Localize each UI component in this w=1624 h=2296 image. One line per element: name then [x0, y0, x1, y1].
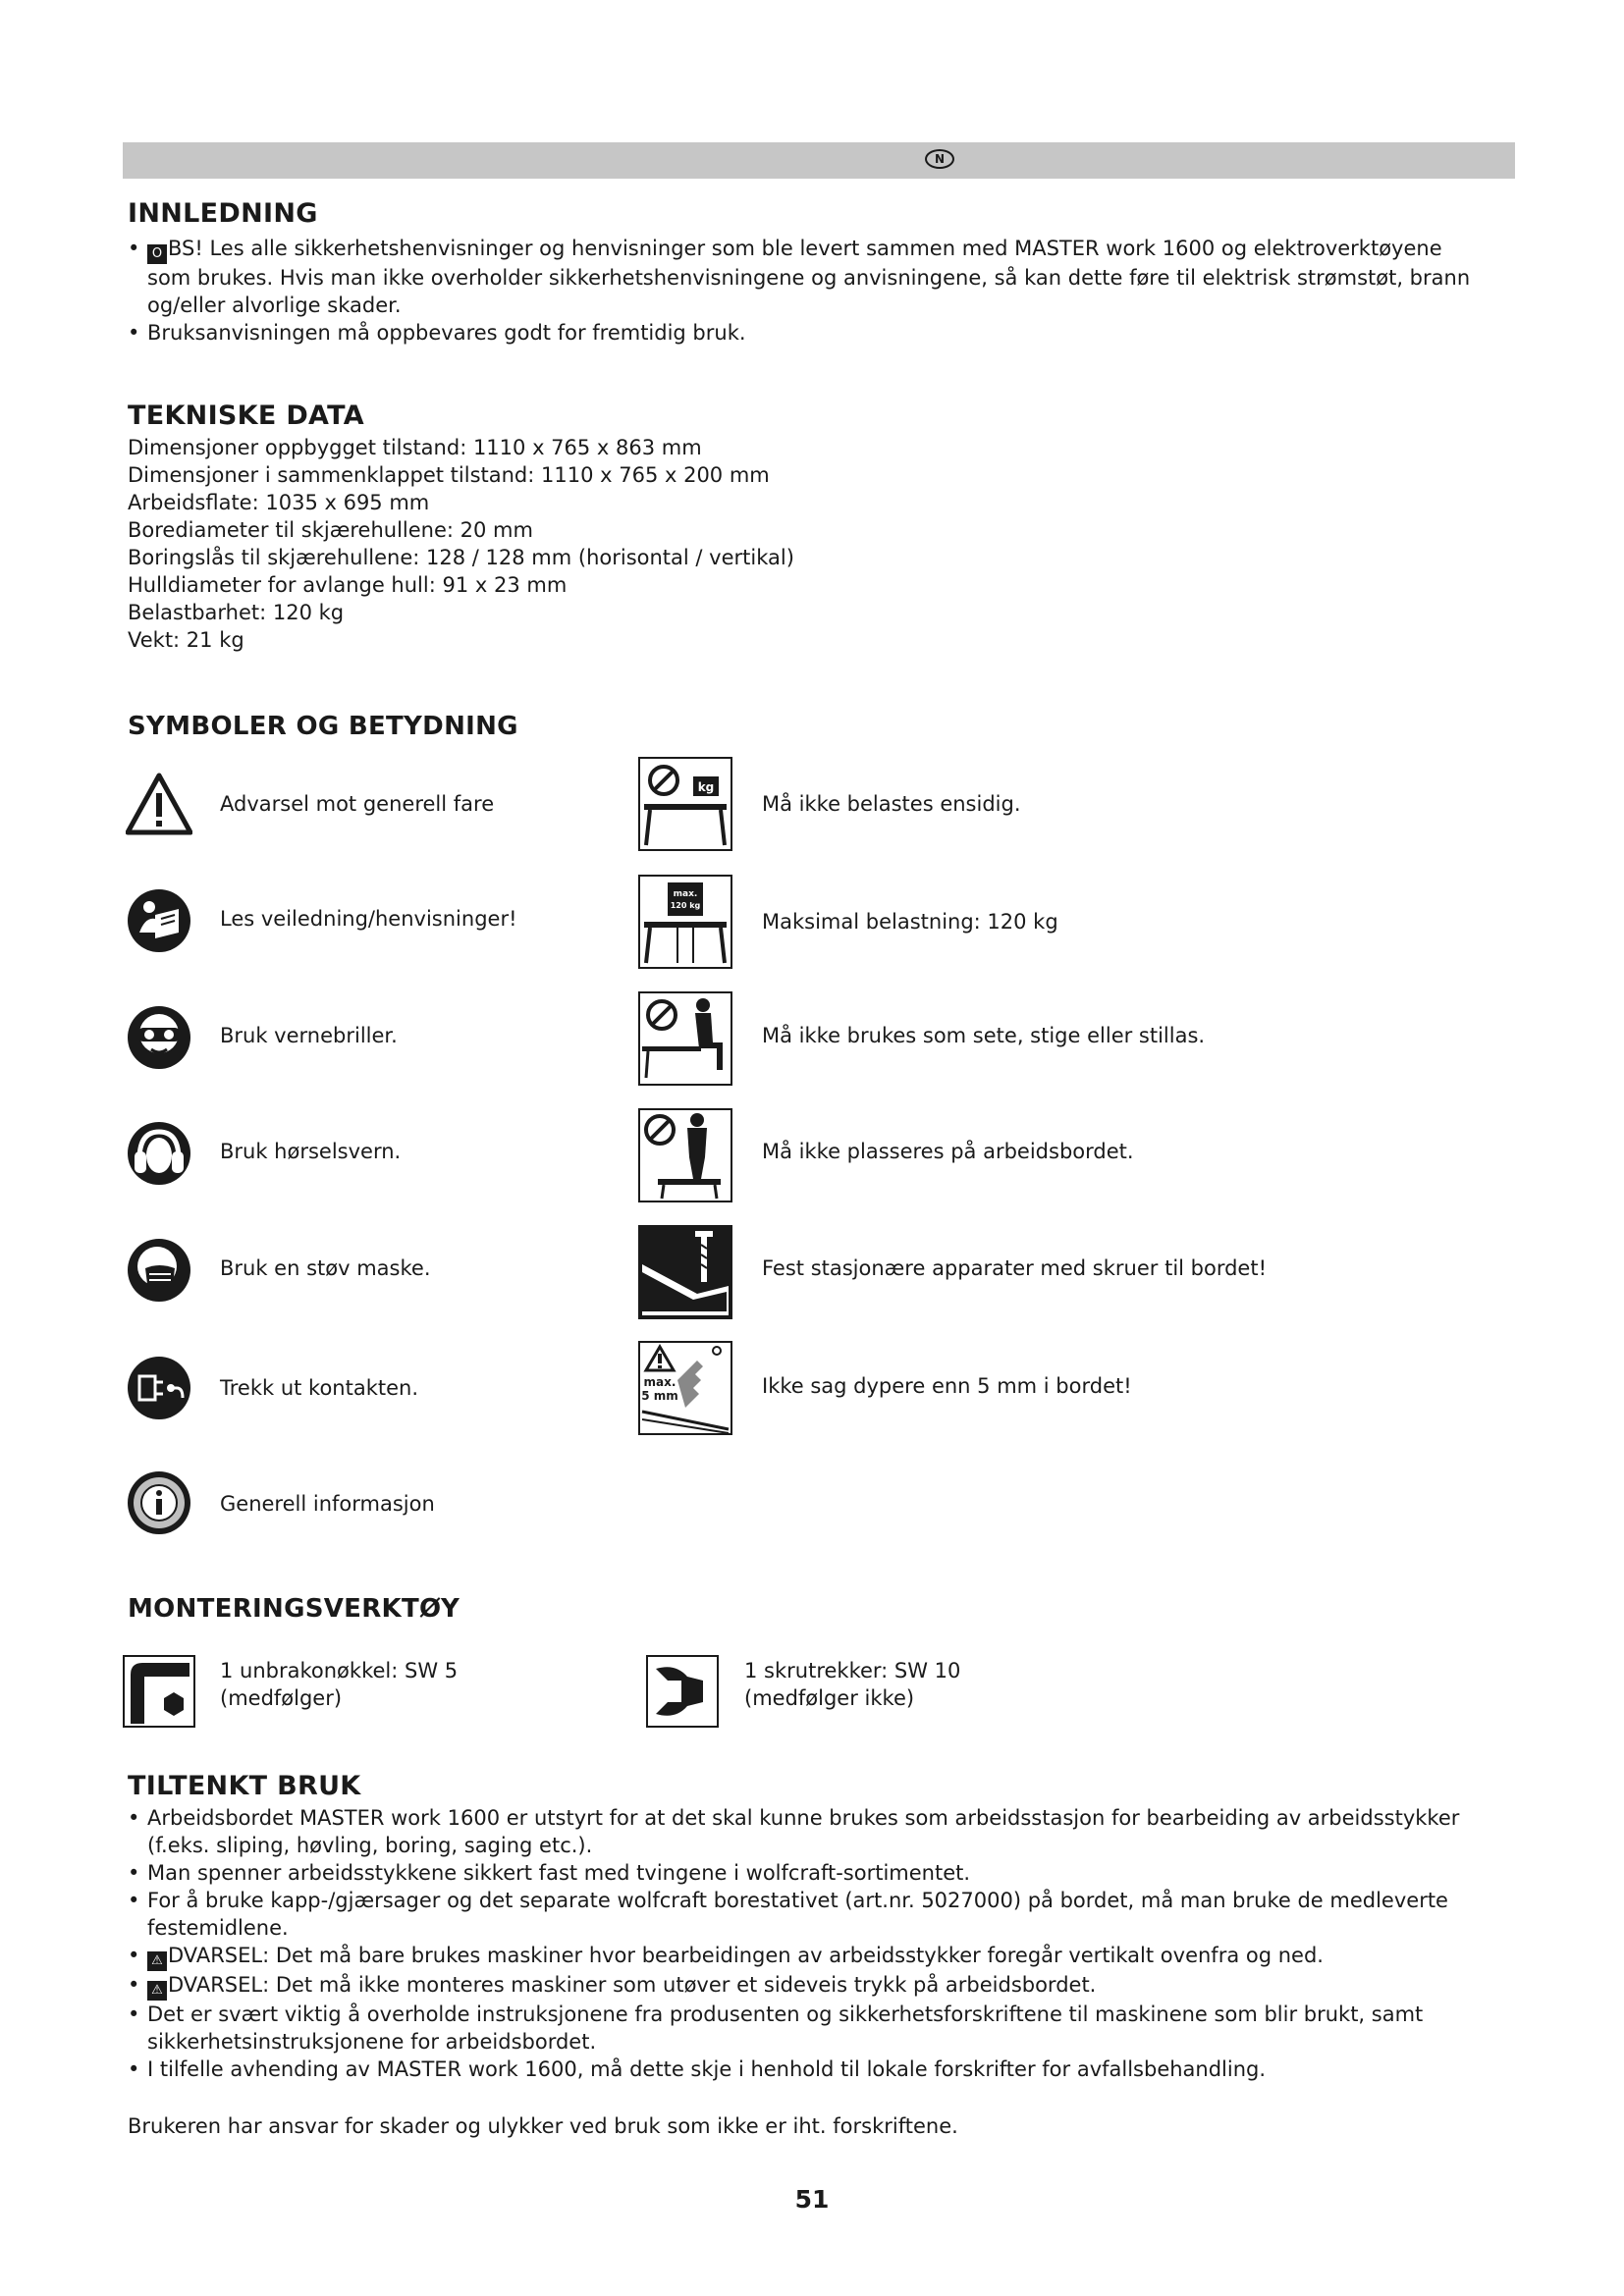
- section-title-innledning: INNLEDNING: [128, 198, 318, 229]
- list-item-text: DVARSEL: Det må ikke monteres maskiner som utøver et sideveis trykk på arbeidsbordet.: [168, 1973, 1097, 1997]
- list-item-text: Det er svært viktig å overholde instruksjonene fra produsenten og sikkerhetsforskriftene til maskinene som blir brukt, samt sikkerhetsinstruksjonene for arbeidsbordet.: [147, 2002, 1424, 2054]
- saw-max-value: 5 mm: [641, 1389, 678, 1403]
- language-badge: N: [925, 149, 954, 169]
- page-number: 51: [794, 2185, 830, 2214]
- tech-line: Hulldiameter for avlange hull: 91 x 23 mm: [128, 573, 568, 597]
- tech-line: Boringslås til skjærehullene: 128 / 128 mm (horisontal / vertikal): [128, 546, 794, 569]
- tiltenkt-list: [128, 1804, 1483, 2083]
- tech-line: Dimensjoner i sammenklappet tilstand: 1110 x 765 x 200 mm: [128, 463, 770, 487]
- max-load-label: max.: [673, 889, 698, 899]
- list-item: [128, 1971, 1483, 2001]
- list-item: [128, 1942, 1483, 1971]
- list-item-text: Bruksanvisningen må oppbevares godt for fremtidig bruk.: [147, 321, 746, 345]
- list-item: [128, 2001, 1483, 2056]
- no-seat-icon: [638, 991, 732, 1086]
- symbol-label: Bruk hørselsvern.: [220, 1140, 402, 1163]
- dust-mask-icon: [126, 1237, 192, 1304]
- list-item-text: Man spenner arbeidsstykkene sikkert fast med tvingene i wolfcraft-sortimentet.: [147, 1861, 971, 1885]
- responsibility-note: Brukeren har ansvar for skader og ulykker ved bruk som ikke er iht. forskriftene.: [128, 2114, 958, 2138]
- symbol-label: Les veiledning/henvisninger!: [220, 907, 517, 931]
- list-item-text: Arbeidsbordet MASTER work 1600 er utstyrt for at det skal kunne brukes som arbeidsstasjon for bearbeiding av arbeidsstykker (f.eks. sliping, høvling, boring, saging etc.).: [147, 1806, 1460, 1857]
- screw-fasten-icon: [638, 1225, 732, 1319]
- saw-max-label: max.: [643, 1375, 677, 1389]
- tech-line: Dimensjoner oppbygget tilstand: 1110 x 765 x 863 mm: [128, 436, 702, 459]
- list-item: [128, 1859, 1483, 1887]
- no-standing-icon: [638, 1108, 732, 1202]
- ear-protection-icon: [126, 1120, 192, 1187]
- symbol-label: Må ikke plasseres på arbeidsbordet.: [762, 1140, 1134, 1163]
- section-title-tiltenkt-bruk: TILTENKT BRUK: [128, 1771, 361, 1801]
- symbol-label: Bruk en støv maske.: [220, 1256, 431, 1280]
- list-item: [128, 1804, 1483, 1859]
- kg-weight-label: kg: [697, 780, 715, 794]
- list-item-text: I tilfelle avhending av MASTER work 1600, må dette skje i henhold til lokale forskrifter for avfallsbehandling.: [147, 2057, 1267, 2081]
- section-title-tekniske-data: TEKNISKE DATA: [128, 400, 364, 431]
- symbol-label: Trekk ut kontakten.: [220, 1376, 419, 1400]
- tool-line: (medfølger ikke): [744, 1686, 915, 1710]
- section-title-monteringsverktoy: MONTERINGSVERKTØY: [128, 1594, 460, 1624]
- list-item-text: BS! Les alle sikkerhetshenvisninger og henvisninger som ble levert sammen med MASTER work 1600 og elektroverktøyene som brukes. Hvis man ikke overholder sikkerhetshenvisningene og anvisningene, så kan dette føre til elektrisk strømstøt, brann og/eller alvorlige skader.: [147, 237, 1471, 317]
- read-manual-icon: [126, 887, 192, 954]
- list-item-text: DVARSEL: Det må bare brukes maskiner hvor bearbeidingen av arbeidsstykker foregår vertikalt ovenfra og ned.: [168, 1944, 1324, 1967]
- tech-line: Borediameter til skjærehullene: 20 mm: [128, 518, 533, 542]
- symbol-label: Maksimal belastning: 120 kg: [762, 910, 1058, 934]
- symbol-label: Ikke sag dypere enn 5 mm i bordet!: [762, 1374, 1132, 1398]
- max-load-icon: [638, 875, 732, 969]
- list-item: [128, 235, 1483, 319]
- unplug-icon: [126, 1355, 192, 1421]
- innledning-list: [128, 235, 1483, 347]
- obs-badge: O: [147, 244, 167, 264]
- symbol-label: Må ikke brukes som sete, stige eller stillas.: [762, 1024, 1206, 1047]
- symbol-label: Må ikke belastes ensidig.: [762, 792, 1021, 816]
- list-item-text: For å bruke kapp-/gjærsager og det separate wolfcraft borestativet (art.nr. 5027000) på bordet, må man bruke de medleverte festemidlene.: [147, 1889, 1448, 1940]
- symbol-label: Generell informasjon: [220, 1492, 435, 1516]
- no-one-sided-load-icon: [638, 757, 732, 851]
- hex-key-icon: [123, 1655, 195, 1728]
- saw-depth-icon: [638, 1341, 732, 1435]
- tech-line: Belastbarhet: 120 kg: [128, 601, 345, 624]
- symbol-label: Bruk vernebriller.: [220, 1024, 398, 1047]
- safety-goggles-icon: [126, 1004, 192, 1071]
- symbol-label: Fest stasjonære apparater med skruer til bordet!: [762, 1256, 1268, 1280]
- tech-line: Arbeidsflate: 1035 x 695 mm: [128, 491, 430, 514]
- warning-badge-icon: ⚠: [147, 1951, 167, 1971]
- warning-badge-icon: ⚠: [147, 1981, 167, 2001]
- tech-line: Vekt: 21 kg: [128, 628, 244, 652]
- list-item: [128, 1887, 1483, 1942]
- max-load-value: 120 kg: [670, 901, 701, 910]
- technical-data-list: [128, 434, 794, 654]
- tool-line: 1 unbrakonøkkel: SW 5: [220, 1659, 459, 1682]
- symbol-label: Advarsel mot generell fare: [220, 792, 495, 816]
- language-bar: [123, 142, 1515, 179]
- tool-line: 1 skrutrekker: SW 10: [744, 1659, 961, 1682]
- list-item: [128, 319, 1483, 347]
- tool-line: (medfølger): [220, 1686, 343, 1710]
- warning-triangle-icon: [126, 772, 192, 838]
- list-item: [128, 2056, 1483, 2083]
- wrench-icon: [646, 1655, 719, 1728]
- info-icon: [126, 1469, 192, 1536]
- section-title-symboler: SYMBOLER OG BETYDNING: [128, 712, 518, 741]
